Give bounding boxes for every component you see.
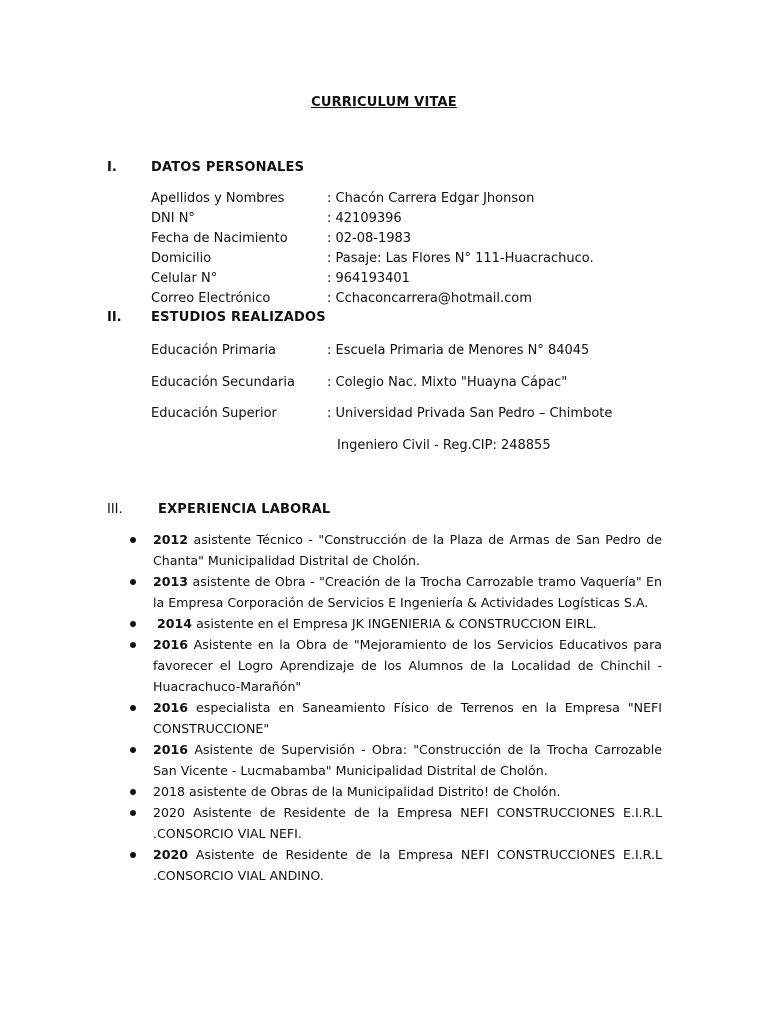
- experience-item: [130, 802, 662, 844]
- experience-year: 2020: [153, 847, 189, 862]
- experience-year: 2016: [153, 637, 189, 652]
- personal-value: : 02-08-1983: [327, 231, 412, 246]
- experience-item: [130, 634, 662, 697]
- personal-value: : 42109396: [327, 211, 402, 226]
- section-number-experience: III.: [107, 502, 123, 517]
- personal-label: Correo Electrónico: [151, 291, 271, 306]
- experience-text: Asistente en la Obra de "Mejoramiento de los Servicios Educativos para favorecer el Logro Aprendizaje de los Alumnos de la Localidad de Chinchil - Huacrachuco-Marañón": [153, 637, 662, 694]
- section-number-studies: II.: [107, 310, 122, 325]
- experience-year: 2014: [157, 616, 193, 631]
- experience-list: [130, 529, 662, 886]
- personal-value: : Cchaconcarrera@hotmail.com: [327, 291, 532, 306]
- experience-text: especialista en Saneamiento Físico de Terrenos en la Empresa "NEFI CONSTRUCCIONE": [153, 700, 662, 736]
- experience-item: [130, 613, 662, 634]
- studies-value: : Escuela Primaria de Menores N° 84045: [327, 343, 590, 358]
- experience-year: 2016: [153, 700, 189, 715]
- studies-label: Educación Superior: [151, 406, 277, 421]
- experience-item: [130, 697, 662, 739]
- experience-text: Asistente de Residente de la Empresa NEFI CONSTRUCCIONES E.I.R.L .CONSORCIO VIAL ANDINO.: [153, 847, 662, 883]
- experience-item: [130, 844, 662, 886]
- section-title-experience: EXPERIENCIA LABORAL: [158, 502, 331, 517]
- bullet-icon: [130, 537, 136, 543]
- personal-label: DNI N°: [151, 211, 195, 226]
- bullet-icon: [130, 705, 136, 711]
- personal-label: Celular N°: [151, 271, 218, 286]
- document-title: CURRICULUM VITAE: [311, 95, 457, 110]
- personal-value: : Pasaje: Las Flores N° 111-Huacrachuco.: [327, 251, 594, 266]
- personal-label: Apellidos y Nombres: [151, 191, 285, 206]
- bullet-icon: [130, 579, 136, 585]
- studies-value: : Colegio Nac. Mixto "Huayna Cápac": [327, 375, 568, 390]
- bullet-icon: [130, 747, 136, 753]
- section-number-personal: I.: [107, 160, 117, 175]
- bullet-icon: [130, 642, 136, 648]
- studies-label: Educación Secundaria: [151, 375, 295, 390]
- bullet-icon: [130, 621, 136, 627]
- personal-label: Domicilio: [151, 251, 212, 266]
- studies-label: Educación Primaria: [151, 343, 277, 358]
- experience-item: [130, 571, 662, 613]
- experience-item: [130, 739, 662, 781]
- bullet-icon: [130, 789, 136, 795]
- experience-text: asistente de Obra - "Creación de la Trocha Carrozable tramo Vaquería" En la Empresa Corporación de Servicios E Ingeniería & Actividades Logísticas S.A.: [153, 574, 662, 610]
- experience-item: [130, 529, 662, 571]
- experience-year: 2012: [153, 532, 189, 547]
- experience-text: 2020 Asistente de Residente de la Empresa NEFI CONSTRUCCIONES E.I.R.L .CONSORCIO VIAL NEFI.: [153, 805, 662, 841]
- experience-item: [130, 781, 662, 802]
- personal-value: : 964193401: [327, 271, 410, 286]
- studies-value: : Universidad Privada San Pedro – Chimbote: [327, 406, 613, 421]
- bullet-icon: [130, 852, 136, 858]
- experience-text: 2018 asistente de Obras de la Municipalidad Distrito! de Cholón.: [153, 784, 561, 799]
- degree-line: Ingeniero Civil - Reg.CIP: 248855: [337, 438, 551, 453]
- personal-value: : Chacón Carrera Edgar Jhonson: [327, 191, 535, 206]
- experience-text: Asistente de Supervisión - Obra: "Construcción de la Trocha Carrozable San Vicente - Lucmabamba" Municipalidad Distrital de Cholón.: [153, 742, 662, 778]
- section-title-personal: DATOS PERSONALES: [151, 160, 305, 175]
- experience-year: 2013: [153, 574, 189, 589]
- experience-text: asistente en el Empresa JK INGENIERIA & CONSTRUCCION EIRL.: [192, 616, 597, 631]
- bullet-icon: [130, 810, 136, 816]
- section-title-studies: ESTUDIOS REALIZADOS: [151, 310, 326, 325]
- experience-year: 2016: [153, 742, 189, 757]
- personal-label: Fecha de Nacimiento: [151, 231, 288, 246]
- experience-text: asistente Técnico - "Construcción de la Plaza de Armas de San Pedro de Chanta" Municipalidad Distrital de Cholón.: [153, 532, 662, 568]
